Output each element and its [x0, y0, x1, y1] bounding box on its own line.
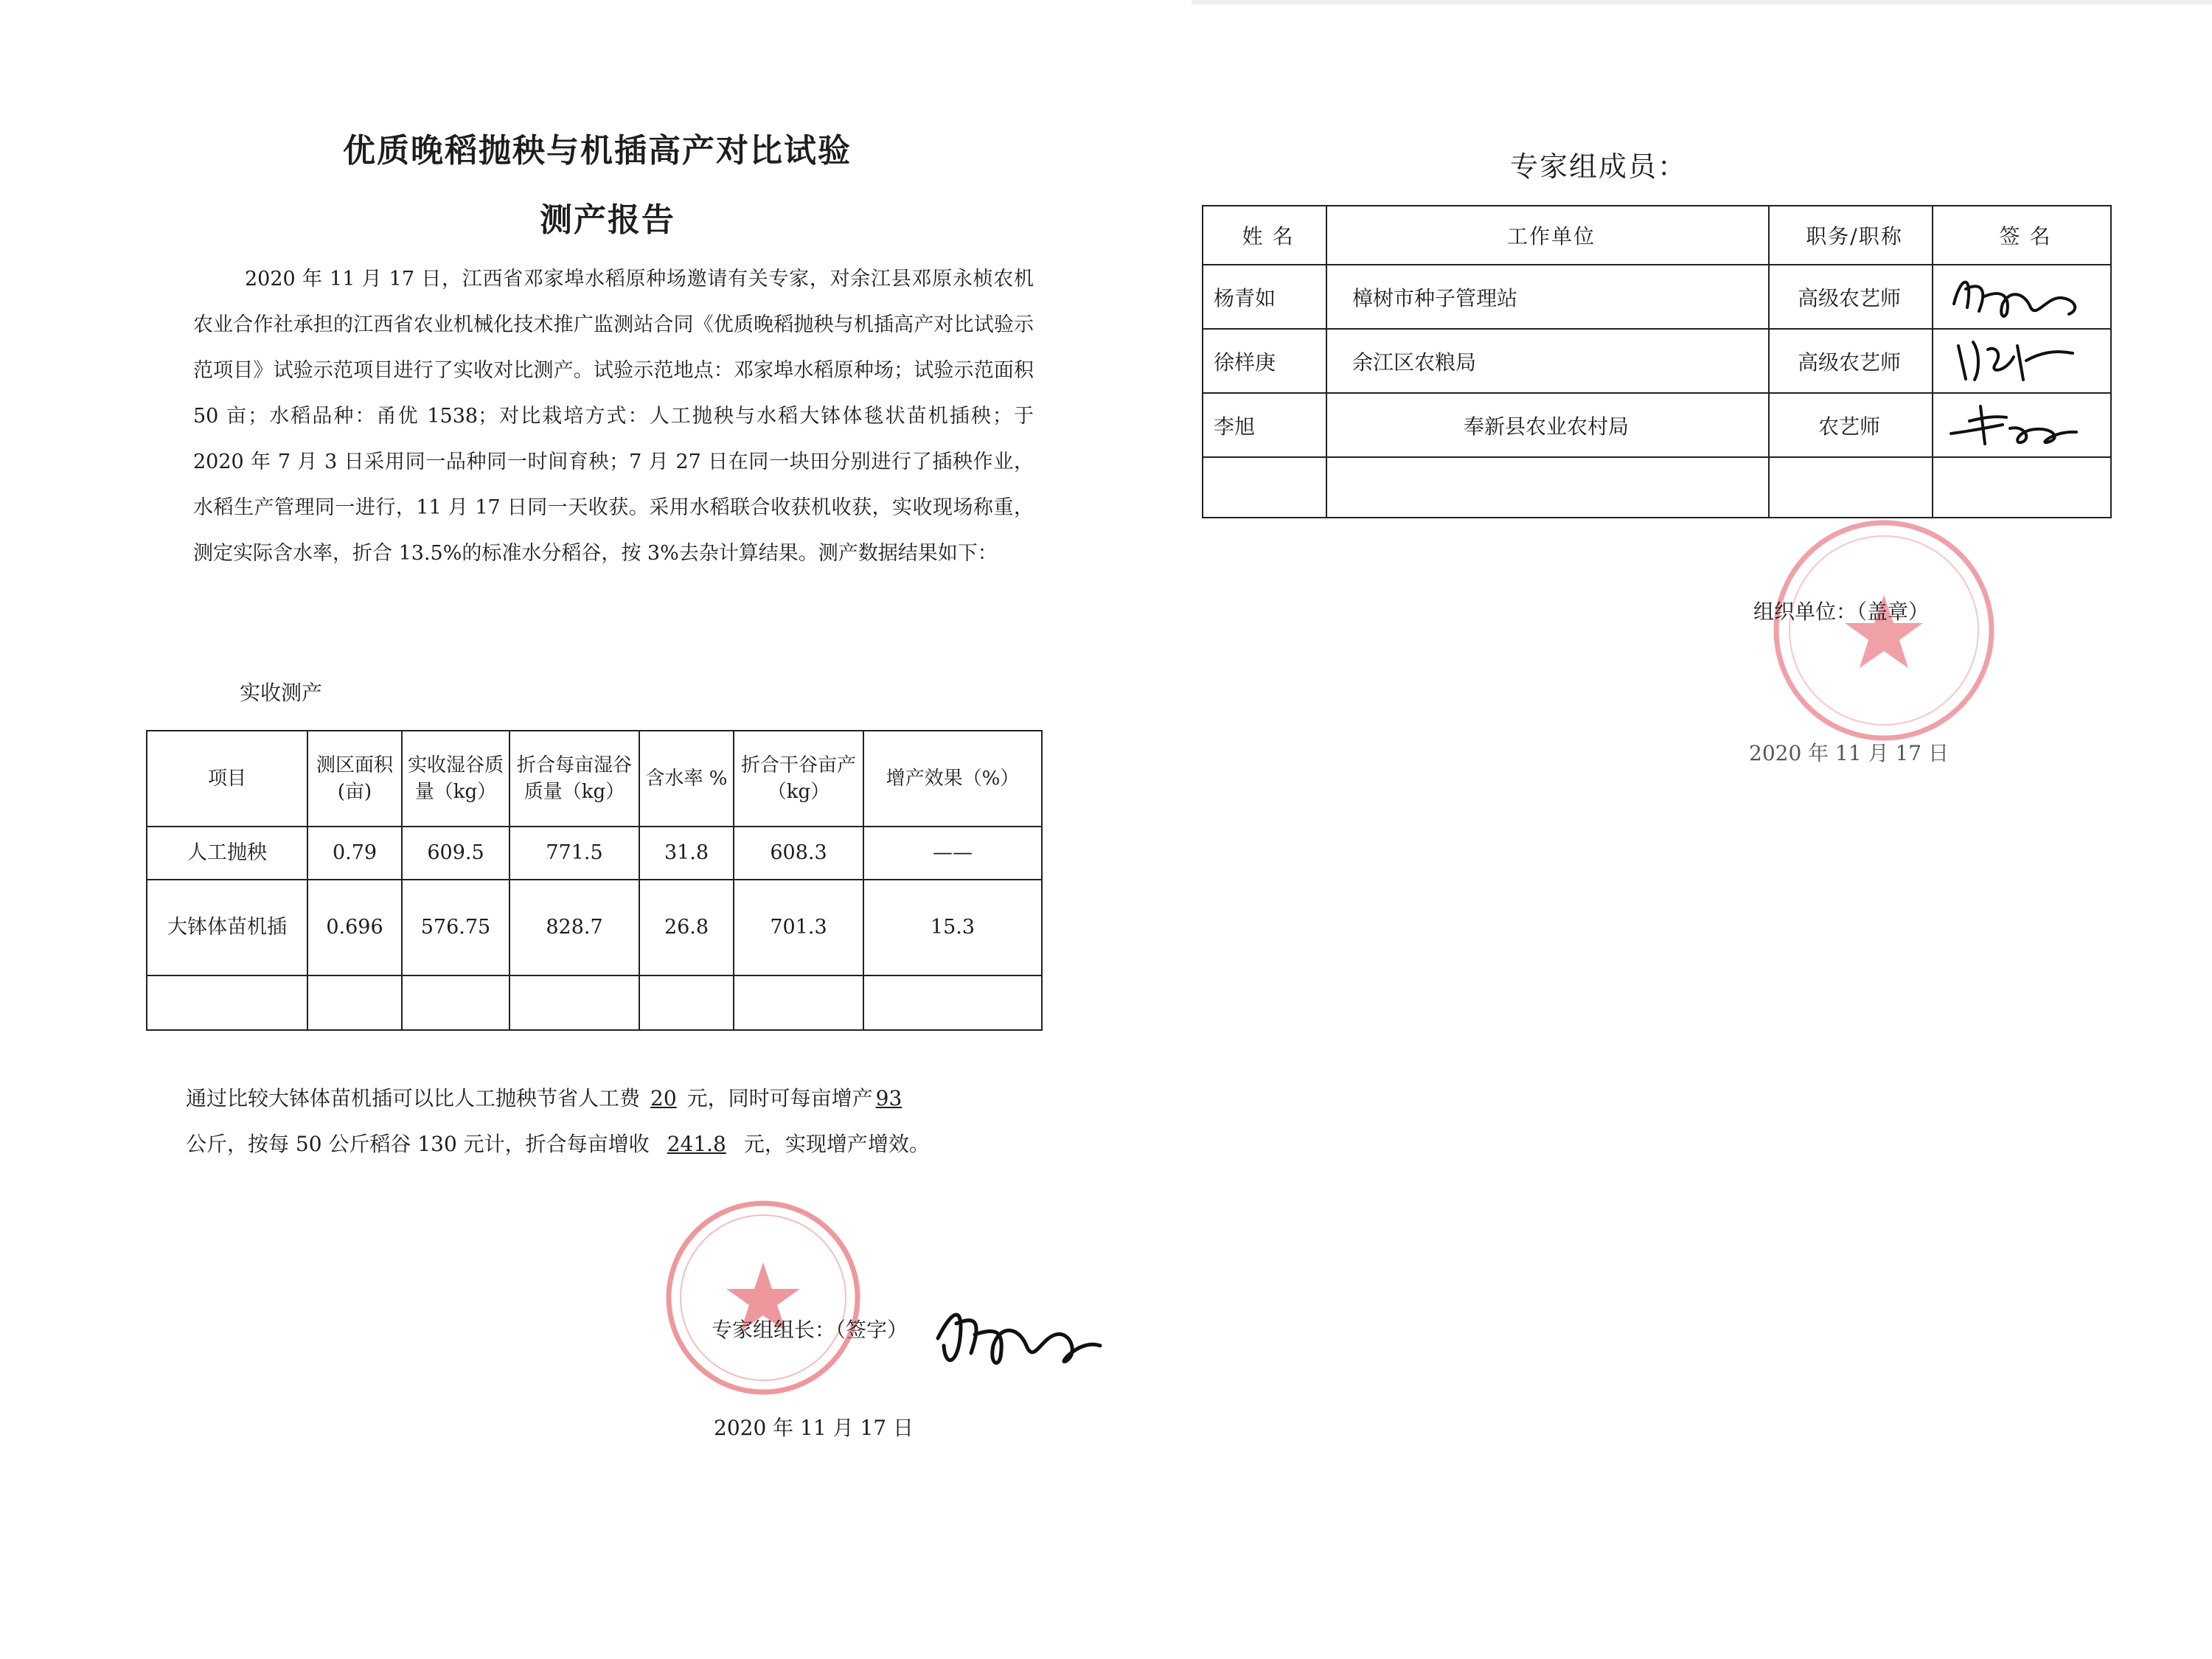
table-caption: 实收测产 [240, 681, 323, 705]
expert-name: 李旭 [1203, 393, 1326, 457]
table-cell: —— [863, 827, 1042, 880]
table-cell: 828.7 [509, 880, 639, 975]
table-row [1203, 329, 2111, 393]
table-cell: 609.5 [402, 827, 509, 880]
header-cell: 项目 [147, 731, 307, 827]
summary-line-2 [186, 1121, 930, 1168]
expert-unit [1326, 457, 1769, 518]
expert-signature [1944, 395, 2091, 450]
experts-title: 专家组成员： [1510, 150, 1688, 183]
header-cell: 含水率 % [639, 731, 734, 827]
report-date: 2020 年 11 月 17 日 [714, 1416, 914, 1440]
expert-name: 杨青如 [1203, 265, 1326, 329]
table-cell [147, 975, 307, 1030]
signature-cell [1933, 265, 2111, 329]
table-cell [402, 975, 509, 1030]
table-cell [734, 975, 863, 1030]
summary-line-1 [186, 1075, 905, 1122]
organization-seal-label: 组织单位：（盖章） [1753, 599, 1930, 624]
report-subtitle: 测产报告 [540, 201, 675, 239]
official-seal-stamp [660, 1194, 866, 1401]
header-cell: 工作单位 [1326, 206, 1769, 265]
header-cell: 职务/职称 [1769, 206, 1933, 265]
summary-text: 元，同时可每亩增产 [686, 1086, 873, 1110]
expert-title: 农艺师 [1769, 393, 1933, 457]
header-cell: 增产效果（%） [863, 731, 1042, 827]
table-cell [307, 975, 402, 1030]
expert-title [1769, 457, 1933, 518]
header-cell: 折合干谷亩产（kg） [734, 731, 863, 827]
summary-text: 元，实现增产增效。 [743, 1132, 930, 1156]
table-row [1203, 393, 2111, 457]
table-cell: 608.3 [734, 827, 863, 880]
table-cell: 15.3 [863, 880, 1042, 975]
table-cell: 31.8 [639, 827, 734, 880]
table-row [1203, 265, 2111, 329]
report-title: 优质晚稻抛秧与机插高产对比试验 [343, 132, 852, 170]
summary-text: 通过比较大钵体苗机插可以比人工抛秧节省人工费 [186, 1086, 641, 1110]
experts-table [1202, 205, 2112, 518]
labor-saving-value: 20 [650, 1086, 677, 1110]
expert-name [1203, 457, 1326, 518]
signature-cell [1933, 393, 2111, 457]
table-row [147, 880, 1042, 975]
summary-text: 公斤，按每 50 公斤稻谷 130 元计，折合每亩增收 [186, 1132, 650, 1156]
income-increase-value: 241.8 [667, 1132, 726, 1156]
header-cell: 姓 名 [1203, 206, 1326, 265]
table-row [1203, 457, 2111, 518]
table-cell [639, 975, 734, 1030]
expert-title: 高级农艺师 [1769, 329, 1933, 393]
table-cell: 0.79 [307, 827, 402, 880]
signature-cell [1933, 457, 2111, 518]
header-cell: 签 名 [1933, 206, 2111, 265]
header-cell: 实收湿谷质量（kg） [402, 731, 509, 827]
table-cell [863, 975, 1042, 1030]
expert-unit: 樟树市种子管理站 [1326, 265, 1769, 329]
table-cell: 人工抛秧 [147, 827, 307, 880]
table-cell: 0.696 [307, 880, 402, 975]
table-row [147, 975, 1042, 1030]
table-row [147, 827, 1042, 880]
leader-signature [931, 1294, 1115, 1375]
yield-table-header [147, 731, 1042, 827]
header-cell: 折合每亩湿谷质量（kg） [509, 731, 639, 827]
table-cell: 576.75 [402, 880, 509, 975]
leader-signature-label: 专家组组长：（签字） [712, 1318, 908, 1342]
header-cell: 测区面积(亩) [307, 731, 402, 827]
yield-table [146, 730, 1043, 1031]
table-cell: 771.5 [509, 827, 639, 880]
expert-unit: 奉新县农业农村局 [1326, 393, 1769, 457]
experts-table-header [1203, 206, 2111, 265]
table-cell [509, 975, 639, 1030]
table-cell: 大钵体苗机插 [147, 880, 307, 975]
yield-increase-value: 93 [875, 1086, 902, 1110]
report-intro: 2020 年 11 月 17 日，江西省邓家埠水稻原种场邀请有关专家，对余江县邓原永桢农机农业合作社承担的江西省农业机械化技术推广监测站合同《优质晚稻抛秧与机插高产对比试验示范项目》试验示范项目进行了实收对比测产。试验示范地点：邓家埠水稻原种场；试验示范面积 50 亩；水稻品种：甬优 1538；对比栽培方式：人工抛秧与水稻大钵体毯状苗机插秧；于 2020 年 7 月 3 日采用同一品种同一时间育秧；7 月 27 日在同一块田分别进行了插秧作业，水稻生产管理同一进行，11 月 17 日同一天收获。采用水稻联合收获机收获，实收现场称重，测定实际含水率，折合 13.5%的标准水分稻谷，按 3%去杂计算结果。测产数据结果如下： [193, 268, 1034, 565]
expert-signature [1944, 331, 2091, 386]
experts-date: 2020 年 11 月 17 日 [1749, 741, 1950, 765]
expert-signature [1944, 267, 2091, 321]
page-edge [1192, 0, 2212, 4]
table-cell: 701.3 [734, 880, 863, 975]
expert-unit: 余江区农粮局 [1326, 329, 1769, 393]
organization-seal-stamp [1766, 512, 2002, 748]
signature-cell [1933, 329, 2111, 393]
expert-title: 高级农艺师 [1769, 265, 1933, 329]
table-cell: 26.8 [639, 880, 734, 975]
expert-name: 徐样庚 [1203, 329, 1326, 393]
